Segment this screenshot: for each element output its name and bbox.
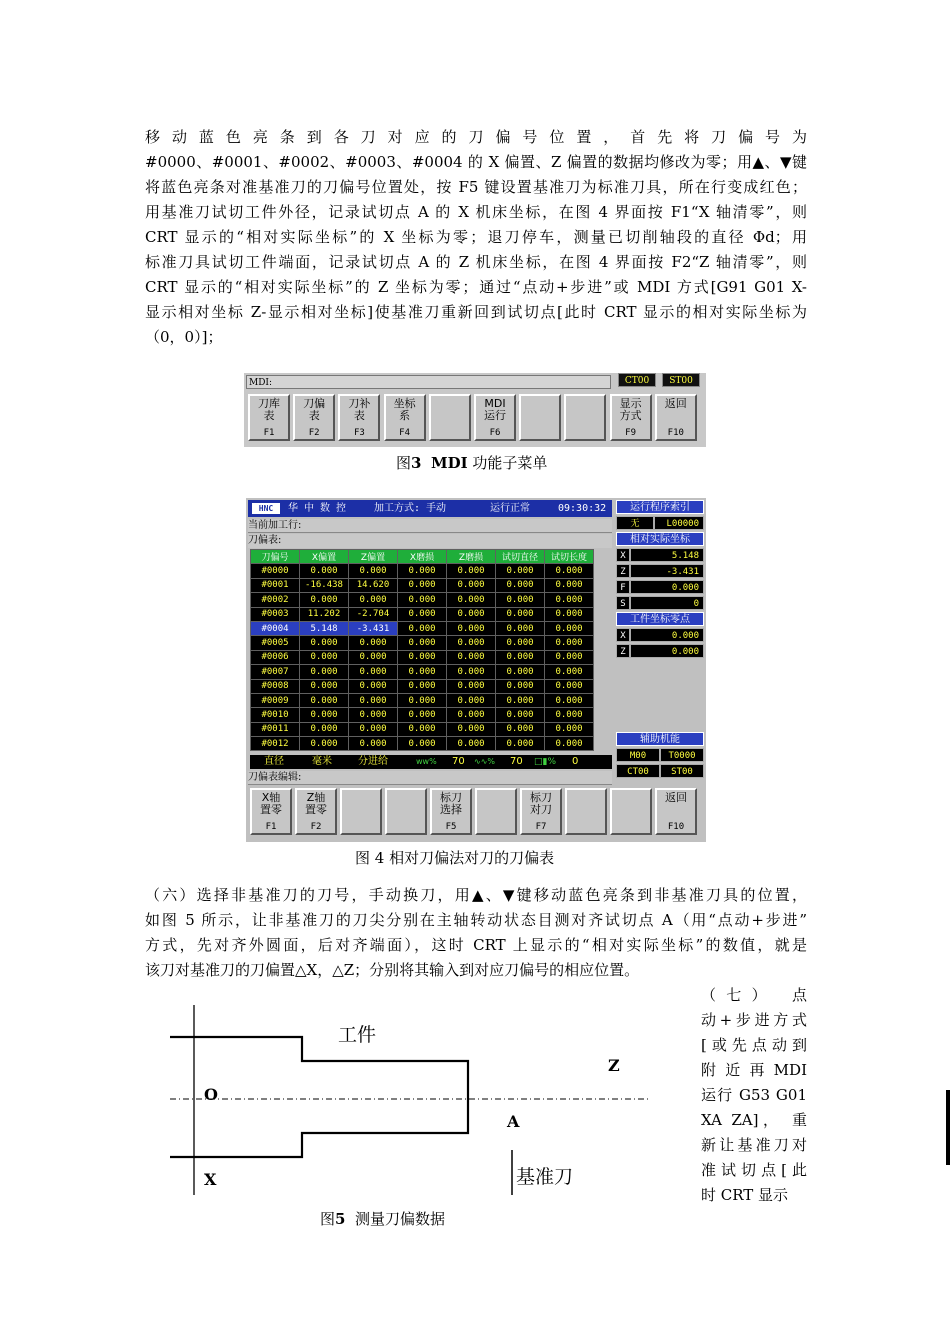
- function-key-code: F4: [399, 428, 411, 438]
- table-cell: #0012: [251, 737, 300, 751]
- table-cell: 0.000: [349, 722, 398, 736]
- table-cell: 0.000: [545, 636, 594, 650]
- paragraph-line: 如图 5 所示，让非基准刀的刀尖分别在主轴转动状态目测对齐试切点 A（用“点动+步进”: [145, 911, 807, 929]
- step6-paragraph: [145, 883, 807, 983]
- rel-x-value: 5.148: [630, 548, 704, 562]
- table-cell: 0.000: [496, 665, 545, 679]
- feed-status-bar: [250, 755, 612, 769]
- function-key-label: [477, 792, 515, 818]
- table-cell: 0.000: [545, 665, 594, 679]
- table-cell: 0.000: [545, 722, 594, 736]
- function-key-code: F3: [353, 428, 365, 438]
- table-cell: 0.000: [545, 708, 594, 722]
- brand-name: 华 中 数 控: [288, 503, 347, 514]
- table-cell: 0.000: [300, 636, 349, 650]
- table-cell: 0.000: [447, 737, 496, 751]
- spindle-override-value: 0: [572, 756, 579, 767]
- work-x-value: 0.000: [630, 628, 704, 642]
- workpiece-label: 工件: [338, 1024, 377, 1046]
- table-cell: #0005: [251, 636, 300, 650]
- table-cell: 0.000: [349, 593, 398, 607]
- table-cell: 0.000: [496, 650, 545, 664]
- table-cell: 5.148: [300, 621, 349, 635]
- st-indicator: ST00: [662, 373, 700, 387]
- table-cell: 0.000: [349, 564, 398, 578]
- function-key-code: F9: [625, 428, 637, 438]
- table-cell: 0.000: [447, 621, 496, 635]
- function-key-label: X轴 置零: [260, 791, 282, 816]
- table-cell: 0.000: [398, 708, 447, 722]
- table-cell: 0.000: [300, 693, 349, 707]
- paragraph-line: [或先点动到: [701, 1036, 807, 1054]
- rapid-override-icon: ∿∿%: [474, 757, 496, 766]
- table-cell: 14.620: [349, 578, 398, 592]
- step7-paragraph: [701, 983, 807, 1208]
- table-cell: 0.000: [545, 564, 594, 578]
- function-key-10[interactable]: [655, 788, 697, 835]
- table-cell: 0.000: [398, 564, 447, 578]
- function-key-7[interactable]: [519, 394, 561, 441]
- table-cell: 11.202: [300, 607, 349, 621]
- function-key-label: 返回: [665, 791, 687, 804]
- paragraph-line: （七） 点: [701, 986, 807, 1004]
- table-cell: 0.000: [447, 679, 496, 693]
- table-row[interactable]: [251, 578, 594, 592]
- paragraph-line: 附 近 再 MDI: [701, 1061, 807, 1079]
- column-header: X偏置: [300, 550, 349, 564]
- table-cell: 0.000: [300, 650, 349, 664]
- table-cell: 0.000: [398, 593, 447, 607]
- table-row[interactable]: [251, 722, 594, 736]
- function-key-2[interactable]: [293, 394, 335, 441]
- intro-paragraph: [145, 125, 807, 350]
- table-row[interactable]: [251, 564, 594, 578]
- function-key-label: Z轴 置零: [305, 791, 327, 816]
- table-cell: -2.704: [349, 607, 398, 621]
- m-code: M00: [616, 748, 660, 762]
- ct-indicator: CT00: [618, 373, 656, 387]
- table-cell: 0.000: [447, 578, 496, 592]
- program-none: 无: [616, 516, 654, 530]
- function-key-label: 刀库 表: [258, 397, 280, 422]
- paragraph-line: 时 CRT 显示: [701, 1186, 789, 1204]
- table-cell: #0010: [251, 708, 300, 722]
- table-cell: 0.000: [496, 708, 545, 722]
- table-cell: 0.000: [496, 607, 545, 621]
- wz-axis-label: Z: [616, 644, 630, 658]
- table-cell: 0.000: [398, 578, 447, 592]
- table-cell: 0.000: [545, 578, 594, 592]
- table-cell: 0.000: [545, 621, 594, 635]
- paragraph-line: （六）选择非基准刀的刀号，手动换刀，用▲、▼键移动蓝色亮条到非基准刀具的位置，: [145, 886, 807, 904]
- rel-z-value: -3.431: [630, 564, 704, 578]
- table-row[interactable]: [251, 737, 594, 751]
- function-key-5[interactable]: [429, 394, 471, 441]
- function-key-label: 显示 方式: [619, 397, 642, 422]
- table-cell: 0.000: [545, 737, 594, 751]
- paragraph-line: XA ZA]， 重: [701, 1111, 807, 1129]
- diameter-mode: 直径: [264, 756, 284, 767]
- function-key-1[interactable]: [250, 788, 292, 835]
- wx-axis-label: X: [616, 628, 630, 642]
- table-cell: 0.000: [545, 593, 594, 607]
- feed-override-value: 70: [452, 756, 465, 767]
- table-cell: 0.000: [398, 722, 447, 736]
- table-cell: 0.000: [398, 679, 447, 693]
- table-cell: 0.000: [447, 722, 496, 736]
- offset-function-key-bar: [250, 788, 702, 838]
- function-key-9[interactable]: [610, 394, 652, 441]
- paragraph-line: 用基准刀试切工件外径，记录试切点 A 的 X 机床坐标，在图 4 界面按 F1“X 轴清零”，则: [145, 203, 807, 221]
- function-key-label: [567, 792, 605, 818]
- edit-label: 刀偏表编辑:: [248, 771, 612, 785]
- reference-tool-label: 基准刀: [516, 1166, 574, 1188]
- table-cell: -16.438: [300, 578, 349, 592]
- relative-coords-header: 相对实际坐标: [616, 532, 704, 546]
- paragraph-line: #0000、#0001、#0002、#0003、#0004 的 X 偏置、Z 偏置的数据均修改为零；用▲、▼键: [145, 153, 807, 171]
- table-cell: 0.000: [496, 564, 545, 578]
- table-cell: 0.000: [349, 679, 398, 693]
- function-key-6[interactable]: [474, 394, 516, 441]
- aux-function-header: 辅助机能: [616, 732, 704, 746]
- origin-label: O: [204, 1085, 218, 1104]
- function-key-label: 标刀 对刀: [530, 791, 552, 816]
- paragraph-line: （0，0）]；: [145, 328, 223, 346]
- table-cell: 0.000: [545, 693, 594, 707]
- function-key-code: F1: [265, 822, 277, 832]
- function-key-label: [431, 398, 469, 424]
- function-key-code: F2: [310, 822, 322, 832]
- table-row[interactable]: [251, 636, 594, 650]
- paragraph-line: 该刀对基准刀的刀偏置△X，△Z；分别将其输入到对应刀偏号的相应位置。: [145, 961, 640, 979]
- run-status: 运行正常: [490, 503, 530, 514]
- function-key-label: [342, 792, 380, 818]
- column-header: 试切长度: [545, 550, 594, 564]
- paragraph-line: 动+步进方式: [701, 1011, 807, 1029]
- table-row[interactable]: [251, 679, 594, 693]
- f-label: F: [616, 580, 630, 594]
- function-key-3[interactable]: [338, 394, 380, 441]
- table-cell: 0.000: [349, 636, 398, 650]
- function-key-label: MDI 运行: [484, 397, 506, 422]
- table-row[interactable]: [251, 593, 594, 607]
- function-key-2[interactable]: [295, 788, 337, 835]
- table-cell: 0.000: [496, 621, 545, 635]
- unit-mode: 毫米: [312, 756, 332, 767]
- table-cell: #0004: [251, 621, 300, 635]
- table-cell: 0.000: [447, 665, 496, 679]
- s-label: S: [616, 596, 630, 610]
- table-cell: 0.000: [545, 650, 594, 664]
- feed-value: 0.000: [630, 580, 704, 594]
- table-cell: 0.000: [398, 737, 447, 751]
- function-key-code: F10: [667, 822, 685, 832]
- column-header: 试切直径: [496, 550, 545, 564]
- paragraph-line: 方式，先对齐外圆面，后对齐端面），这时 CRT 上显示的“相对实际坐标”的数值，就是: [145, 936, 807, 954]
- table-cell: #0001: [251, 578, 300, 592]
- table-row[interactable]: [251, 665, 594, 679]
- table-cell: 0.000: [349, 665, 398, 679]
- column-header: X磨损: [398, 550, 447, 564]
- table-cell: #0000: [251, 564, 300, 578]
- function-key-label: [521, 398, 559, 424]
- table-cell: #0006: [251, 650, 300, 664]
- table-cell: 0.000: [496, 636, 545, 650]
- table-row[interactable]: [251, 607, 594, 621]
- tool-offset-screen: [246, 498, 706, 842]
- paragraph-line: 将蓝色亮条对准基准刀的刀偏号位置处，按 F5 键设置基准刀为标准刀具，所在行变成红色；: [145, 178, 807, 196]
- table-cell: 0.000: [447, 650, 496, 664]
- function-key-label: 刀偏 表: [303, 397, 326, 422]
- table-cell: 0.000: [496, 578, 545, 592]
- x-axis-label-fig5: X: [204, 1170, 217, 1189]
- function-key-label: [387, 792, 425, 818]
- table-cell: #0003: [251, 607, 300, 621]
- workpiece-zero-header: 工件坐标零点: [616, 612, 704, 626]
- function-key-8[interactable]: [564, 394, 606, 441]
- x-axis-label: X: [616, 548, 630, 562]
- tool-offset-table: [250, 549, 594, 751]
- t-code: T0000: [660, 748, 704, 762]
- function-key-label: [612, 792, 650, 818]
- hnc-logo-icon: HNC: [252, 503, 280, 514]
- work-z-value: 0.000: [630, 644, 704, 658]
- function-key-3[interactable]: [340, 788, 382, 835]
- function-key-code: F2: [308, 428, 320, 438]
- column-header: 刀偏号: [251, 550, 300, 564]
- function-key-bar: [248, 394, 702, 443]
- table-cell: 0.000: [496, 693, 545, 707]
- table-cell: 0.000: [349, 693, 398, 707]
- function-key-7[interactable]: [520, 788, 562, 835]
- table-cell: 0.000: [300, 593, 349, 607]
- table-cell: 0.000: [349, 708, 398, 722]
- measure-offset-diagram: [160, 1005, 680, 1205]
- column-header: Z偏置: [349, 550, 398, 564]
- machining-mode: 加工方式: 手动: [374, 503, 447, 514]
- function-key-label: 标刀 选择: [440, 791, 462, 816]
- function-key-9[interactable]: [610, 788, 652, 835]
- test-point-label: A: [507, 1112, 520, 1131]
- mdi-submenu-figure: [244, 373, 706, 447]
- table-cell: 0.000: [300, 708, 349, 722]
- st-code: ST00: [660, 764, 704, 778]
- spindle-value: 0: [630, 596, 704, 610]
- function-key-label: [566, 398, 604, 424]
- function-key-1[interactable]: [248, 394, 290, 441]
- paragraph-line: 运行 G53 G01: [701, 1086, 807, 1104]
- mdi-input-bar[interactable]: MDI:: [246, 375, 611, 389]
- function-key-code: F6: [489, 428, 501, 438]
- table-cell: 0.000: [447, 693, 496, 707]
- table-cell: 0.000: [545, 607, 594, 621]
- table-cell: 0.000: [398, 621, 447, 635]
- table-cell: -3.431: [349, 621, 398, 635]
- table-label: 刀偏表:: [248, 534, 612, 548]
- table-cell: #0007: [251, 665, 300, 679]
- clock: 09:30:32: [558, 503, 607, 514]
- page-edge-mark: [946, 1090, 950, 1165]
- program-number: L00000: [654, 516, 704, 530]
- paragraph-line: 标准刀具试切工件端面，记录试切点 A 的 Z 机床坐标，在图 4 界面按 F2“Z 轴清零”，则: [145, 253, 807, 271]
- side-panel: [616, 500, 704, 780]
- paragraph-line: 新让基准刀对: [701, 1136, 807, 1154]
- program-index-header: 运行程序索引: [616, 500, 704, 514]
- paragraph-line: 显示相对坐标 Z-显示相对坐标]使基准刀重新回到试切点[此时 CRT 显示的相对实际坐标为: [145, 303, 807, 321]
- paragraph-line: CRT 显示的“相对实际坐标”的 Z 坐标为零；通过“点动+步进”或 MDI 方式[G91 G01 X-: [145, 278, 807, 296]
- table-row[interactable]: [251, 650, 594, 664]
- table-cell: 0.000: [300, 564, 349, 578]
- table-cell: 0.000: [398, 650, 447, 664]
- z-axis-label: Z: [616, 564, 630, 578]
- table-cell: #0011: [251, 722, 300, 736]
- table-cell: 0.000: [349, 737, 398, 751]
- feed-mode: 分进给: [358, 756, 388, 767]
- side-spacer: [616, 660, 704, 732]
- fig4-caption: 图 4 相对刀偏法对刀的刀偏表: [355, 849, 555, 867]
- function-key-code: F7: [535, 822, 547, 832]
- rapid-override-value: 70: [510, 756, 523, 767]
- table-row[interactable]: [251, 708, 594, 722]
- table-row[interactable]: [251, 621, 594, 635]
- column-header: Z磨损: [447, 550, 496, 564]
- paragraph-line: CRT 显示的“相对实际坐标”的 X 坐标为零；退刀停车，测量已切削轴段的直径 Φd；用: [145, 228, 807, 246]
- ct-code: CT00: [616, 764, 660, 778]
- table-cell: 0.000: [300, 679, 349, 693]
- function-key-5[interactable]: [430, 788, 472, 835]
- paragraph-line: 准试切点[此: [701, 1161, 807, 1179]
- table-cell: 0.000: [300, 722, 349, 736]
- table-cell: 0.000: [447, 636, 496, 650]
- table-cell: 0.000: [545, 679, 594, 693]
- table-cell: 0.000: [496, 737, 545, 751]
- function-key-code: F1: [263, 428, 275, 438]
- fig5-caption: 图5 测量刀偏数据: [320, 1210, 446, 1228]
- function-key-code: F5: [445, 822, 457, 832]
- feed-override-icon: ᴡᴡ%: [416, 757, 437, 766]
- table-cell: #0002: [251, 593, 300, 607]
- table-cell: 0.000: [496, 593, 545, 607]
- table-cell: 0.000: [398, 607, 447, 621]
- table-cell: 0.000: [300, 737, 349, 751]
- table-cell: 0.000: [300, 665, 349, 679]
- function-key-label: 刀补 表: [348, 397, 371, 422]
- table-cell: #0008: [251, 679, 300, 693]
- table-cell: 0.000: [349, 650, 398, 664]
- function-key-4[interactable]: [384, 394, 426, 441]
- table-cell: 0.000: [447, 708, 496, 722]
- fig3-caption: 图3 MDI 功能子菜单: [396, 454, 548, 472]
- paragraph-line: 移 动 蓝 色 亮 条 到 各 刀 对 应 的 刀 偏 号 位 置 ， 首 先 将 刀 偏 号 为: [145, 128, 807, 146]
- z-axis-label-fig5: Z: [608, 1056, 620, 1075]
- table-cell: 0.000: [447, 564, 496, 578]
- current-line-label: 当前加工行:: [248, 519, 612, 533]
- spindle-override-icon: □▮%: [534, 757, 557, 767]
- function-key-label: 坐标 系: [393, 397, 416, 422]
- table-cell: 0.000: [496, 679, 545, 693]
- table-row[interactable]: [251, 693, 594, 707]
- table-cell: 0.000: [447, 593, 496, 607]
- table-cell: 0.000: [398, 665, 447, 679]
- table-cell: 0.000: [398, 636, 447, 650]
- function-key-label: 返回: [664, 397, 687, 410]
- table-cell: 0.000: [496, 722, 545, 736]
- table-cell: #0009: [251, 693, 300, 707]
- function-key-10[interactable]: [655, 394, 697, 441]
- function-key-8[interactable]: [565, 788, 607, 835]
- table-cell: 0.000: [398, 693, 447, 707]
- function-key-code: F10: [667, 428, 684, 438]
- function-key-4[interactable]: [385, 788, 427, 835]
- screen-title-bar: [248, 500, 612, 517]
- table-cell: 0.000: [447, 607, 496, 621]
- function-key-6[interactable]: [475, 788, 517, 835]
